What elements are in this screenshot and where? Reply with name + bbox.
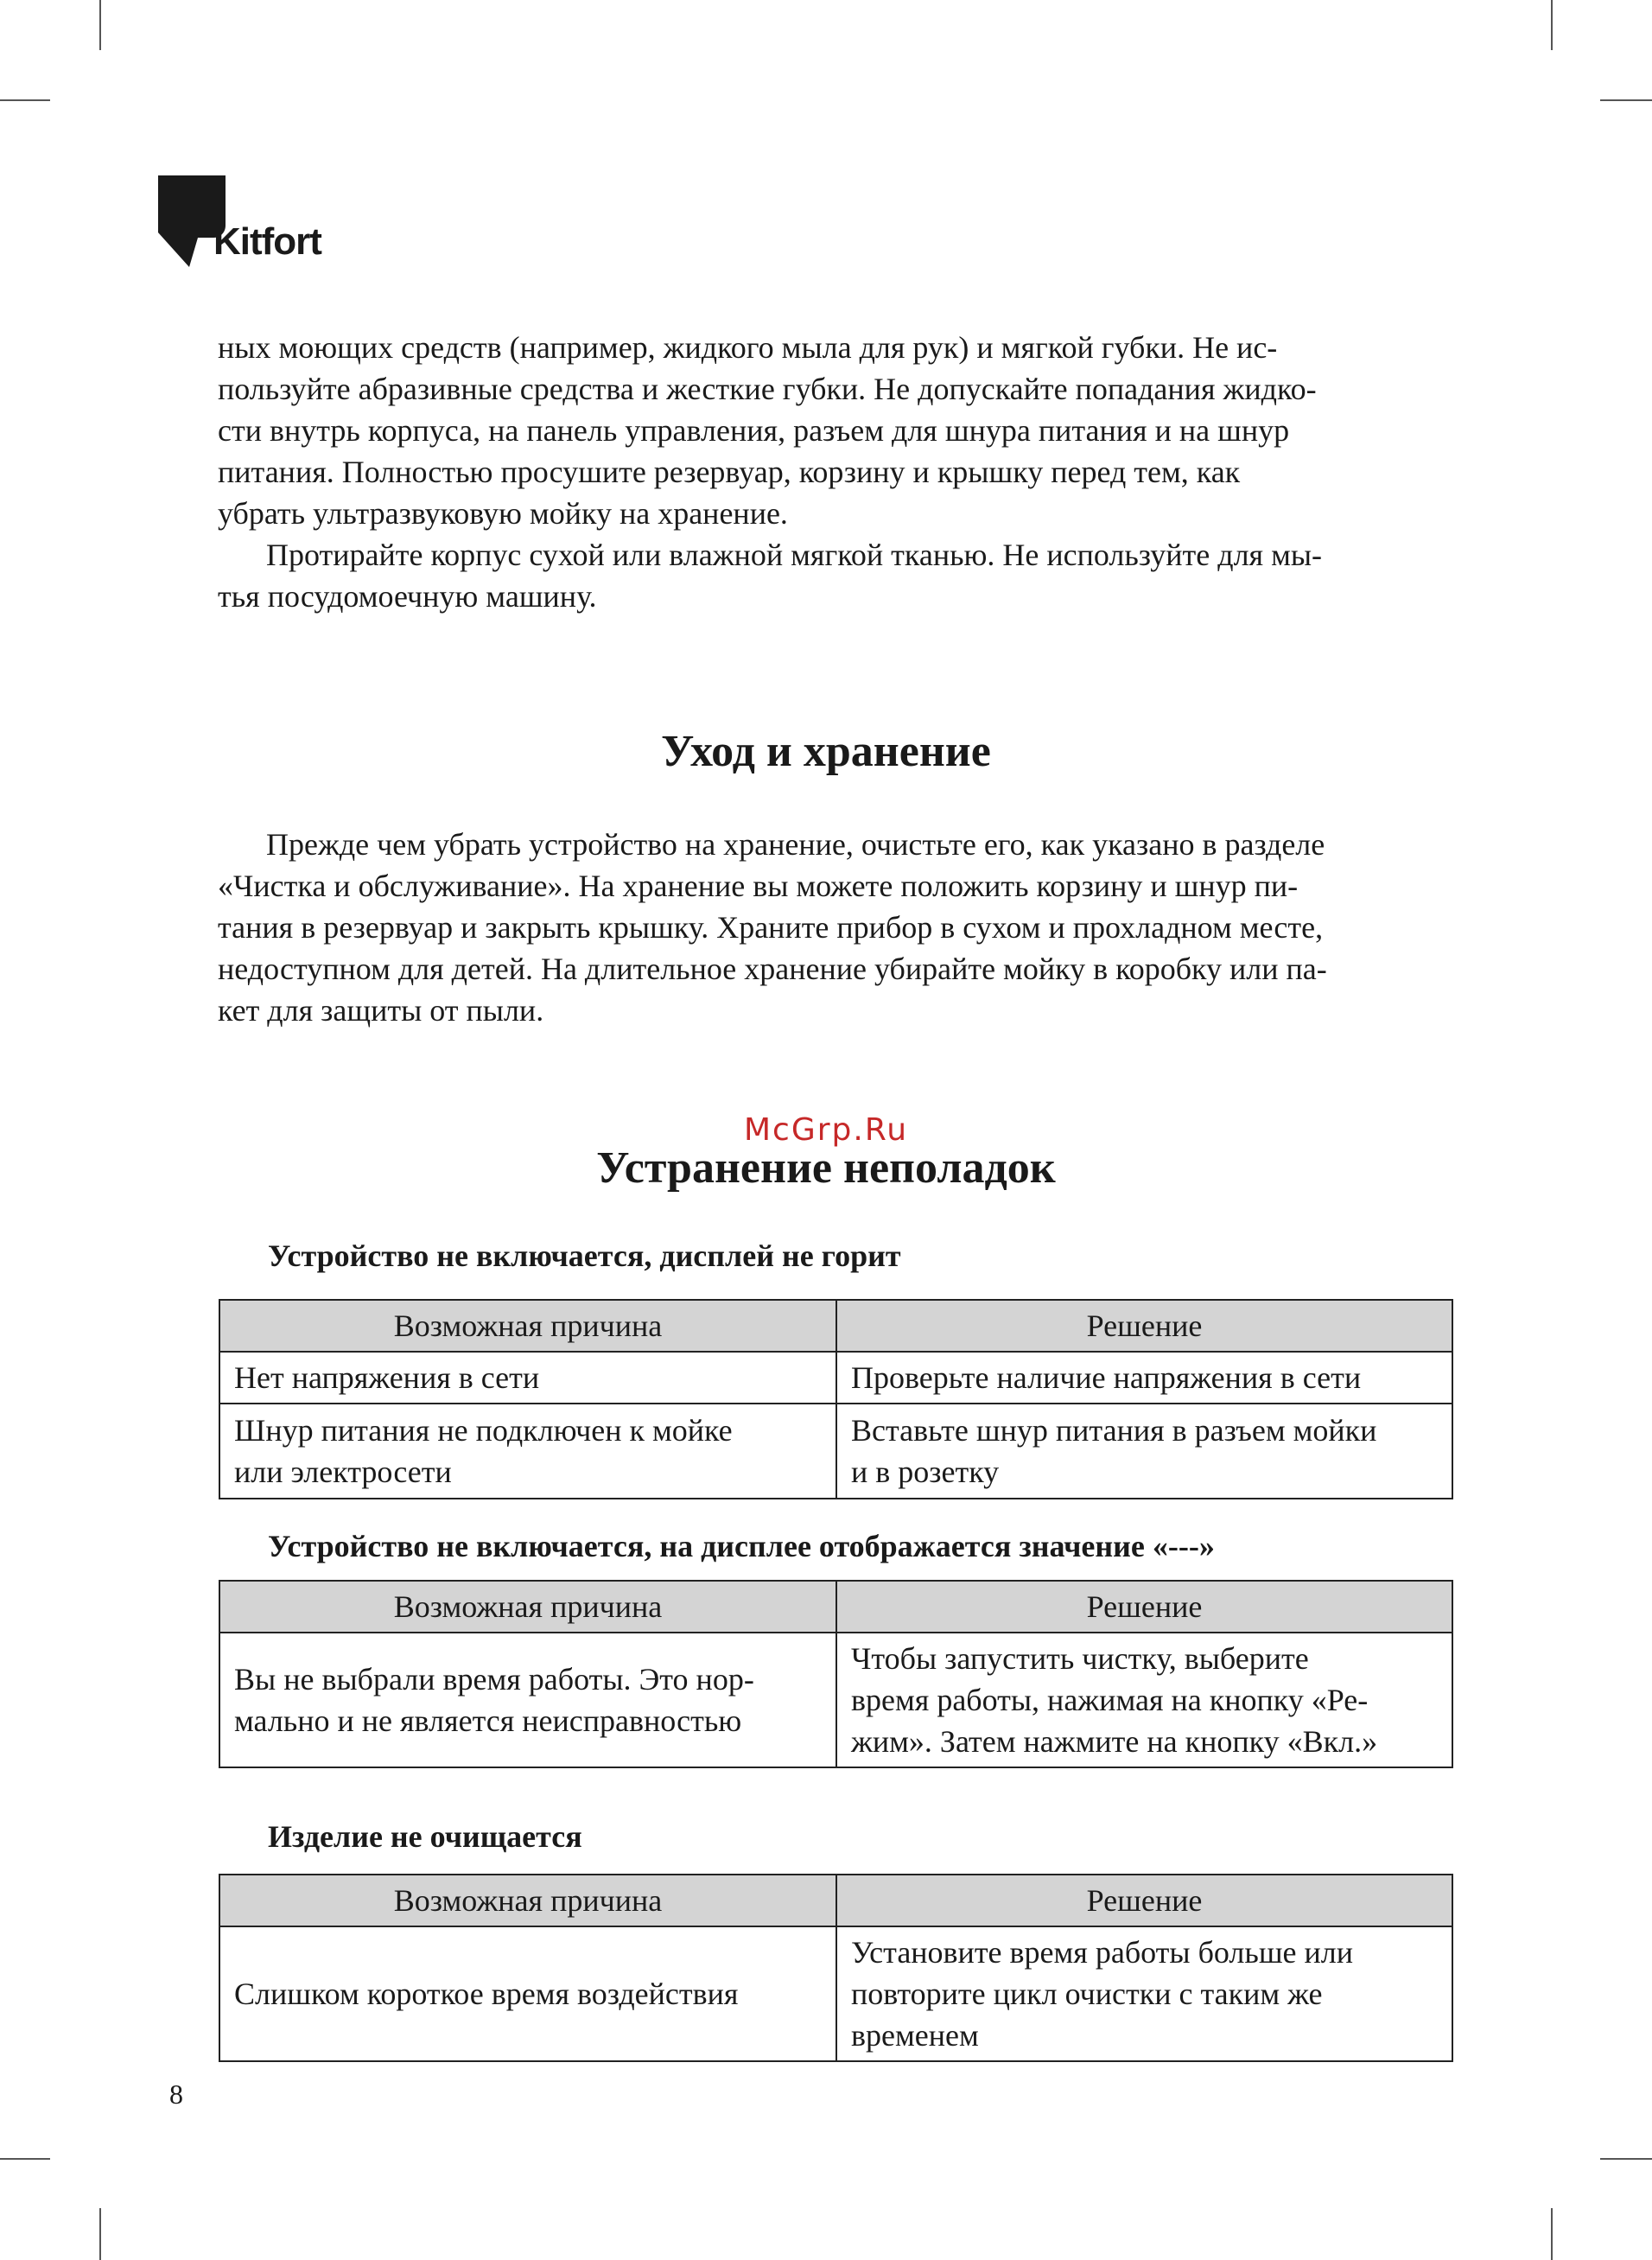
problem-heading: Изделие не очищается <box>268 1819 582 1854</box>
crop-mark <box>1551 2208 1553 2260</box>
column-header-cause: Возможная причина <box>219 1875 836 1926</box>
page-number: 8 <box>169 2079 183 2110</box>
table-row <box>219 1633 1452 1767</box>
crop-mark <box>1600 99 1652 101</box>
cause-cell: Слишком короткое время воздействия <box>219 1926 836 2061</box>
problem-heading: Устройство не включается, дисплей не горит <box>268 1238 901 1273</box>
column-header-solution: Решение <box>836 1875 1452 1926</box>
troubleshooting-title: Устранение неполадок <box>596 1143 1056 1193</box>
crop-mark <box>1551 0 1553 50</box>
table-row <box>219 1352 1452 1404</box>
column-header-solution: Решение <box>836 1581 1452 1633</box>
solution-cell: Проверьте наличие напряжения в сети <box>836 1352 1452 1404</box>
cause-cell: Вы не выбрали время работы. Это нор- мально и не является неисправностью <box>219 1633 836 1767</box>
cause-cell: Шнур питания не подключен к мойке или электросети <box>219 1404 836 1499</box>
table-header-row <box>219 1875 1452 1926</box>
table-row <box>219 1926 1452 2061</box>
column-header-cause: Возможная причина <box>219 1300 836 1352</box>
watermark: McGrp.Ru <box>743 1112 909 1148</box>
table-header-row <box>219 1581 1452 1633</box>
troubleshooting-table <box>219 1580 1453 1768</box>
intro-paragraph-2: Протирайте корпус сухой или влажной мягкой тканью. Не используйте для мы- тья посудомоечную машину. <box>218 538 1323 614</box>
brand-name: Kitfort <box>213 220 321 263</box>
problem-heading: Устройство не включается, на дисплее отображается значение «---» <box>268 1529 1215 1563</box>
crop-mark <box>99 2208 101 2260</box>
cause-cell: Нет напряжения в сети <box>219 1352 836 1404</box>
table-header-row <box>219 1300 1452 1352</box>
crop-mark <box>1600 2158 1652 2160</box>
care-section-title: Уход и хранение <box>661 727 991 776</box>
crop-mark <box>0 2158 50 2160</box>
table-row <box>219 1404 1452 1499</box>
solution-cell: Установите время работы больше или повторите цикл очистки с таким же временем <box>836 1926 1452 2061</box>
column-header-solution: Решение <box>836 1300 1452 1352</box>
troubleshooting-table <box>219 1874 1453 2062</box>
solution-cell: Чтобы запустить чистку, выберите время работы, нажимая на кнопку «Ре- жим». Затем нажмите на кнопку «Вкл.» <box>836 1633 1452 1767</box>
crop-mark <box>99 0 101 50</box>
solution-cell: Вставьте шнур питания в разъем мойки и в розетку <box>836 1404 1452 1499</box>
crop-mark <box>0 99 50 101</box>
column-header-cause: Возможная причина <box>219 1581 836 1633</box>
troubleshooting-table <box>219 1299 1453 1499</box>
intro-paragraph-1: ных моющих средств (например, жидкого мыла для рук) и мягкой губки. Не ис- пользуйте абразивные средства и жесткие губки. Не допускайте попадания жидко- сти внутрь корпуса, на панель управления, разъем для шнура питания и на шнур питания. Полностью просушите резервуар, корзину и крышку перед тем, как убрать ультразвуковую мойку на хранение. <box>218 330 1317 531</box>
care-paragraph: Прежде чем убрать устройство на хранение, очистьте его, как указано в разделе «Чистка и обслуживание». На хранение вы можете положить корзину и шнур пи- тания в резервуар и закрыть крышку. Храните прибор в сухом и прохладном месте, недоступном для детей. На длительное хранение убирайте мойку в коробку или па- кет для защиты от пыли. <box>218 827 1327 1028</box>
